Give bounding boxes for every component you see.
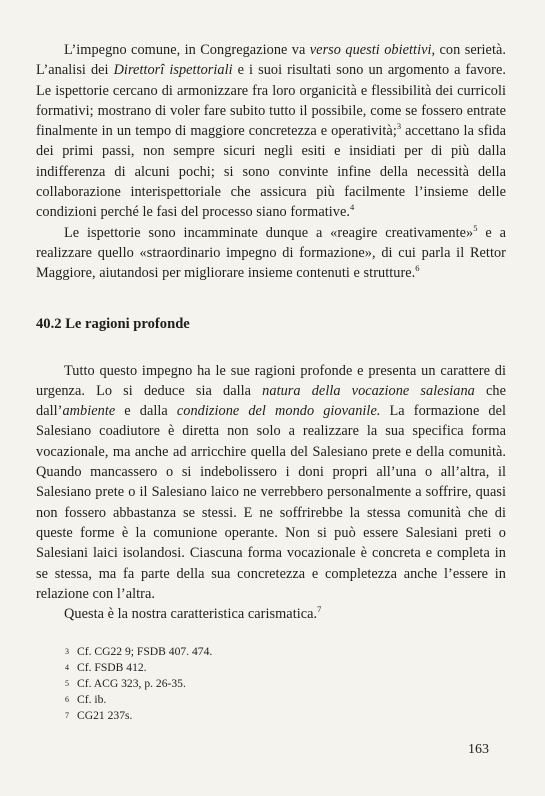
text-run: e i suoi risultati sono un argomento a favore. Le ispettorie cercano di armonizzare fra loro organicità e flessibilità dei curricoli formativi; mostrano di voler fare subito tutto il possibile, come se fossero entrate finalmente in un tempo di maggiore concretezza e operatività; [36, 62, 506, 140]
text-run: e a realizzare quello «straordinario impegno di formazione», di cui parla il Rettor Maggiore, aiutandosi per migliorare insieme contenuti e strutture. [36, 224, 506, 282]
footnote-ref: 7 [317, 604, 322, 615]
italic-run: ambiente [62, 403, 116, 420]
footnote [65, 660, 506, 676]
page-body [36, 40, 506, 723]
footnote-text: CG21 237s. [77, 708, 133, 722]
text-run: Tutto questo impegno ha le sue ragioni profonde e presenta un carattere di urgenza. Lo si deduce sia dalla [36, 362, 506, 399]
page-number: 163 [468, 742, 489, 757]
text-run: che dall’ [36, 382, 507, 420]
italic-run: condizione del mondo giovanile. [176, 403, 381, 420]
footnote [65, 692, 506, 708]
footnote-ref: 3 [396, 121, 402, 132]
footnote [65, 676, 506, 692]
footnote-number: 3 [65, 647, 69, 657]
footnote-number: 4 [65, 663, 69, 673]
footnote-text: Cf. FSDB 412. [77, 661, 147, 675]
footnote-text: Cf. CG22 9; FSDB 407. 474. [77, 645, 213, 659]
paragraph-4 [36, 604, 506, 624]
footnote-number: 5 [65, 679, 69, 689]
footnotes [36, 644, 506, 723]
text-run: Le ispettorie sono incamminate dunque a «reagire creativamente» [64, 224, 474, 241]
paragraph-1 [36, 40, 506, 223]
paragraph-3 [36, 361, 506, 605]
text-run: con serietà. L’analisi dei [36, 42, 506, 79]
footnote [65, 708, 506, 724]
italic-run: natura della vocazione salesiana [262, 382, 475, 399]
footnote-ref: 4 [350, 202, 355, 213]
section-heading: 40.2 Le ragioni profonde [36, 315, 190, 332]
footnote-text: Cf. ACG 323, p. 26-35. [77, 677, 186, 691]
footnote-ref: 6 [415, 263, 420, 274]
text-run: L’impegno comune, in Congregazione va [64, 42, 310, 58]
italic-run: Direttorî ispettoriali [113, 62, 233, 79]
text-run: La formazione del Salesiano coadiutore è diretta non solo a realizzare la sua specifica forma vocazionale, ma anche ad arricchire quella del Salesiano prete e della comunità. Quando mancassero o si indebolissero i doni propri all’una o all’altra, il Salesiano prete o il Salesiano laico ne verrebbero personalmente a soffrire, quasi non fossero abbastanza se stessi. E ne soffrirebbe la stessa comunità che di queste forme è la comunione operante. Non si può essere Salesiani preti o Salesiani laici isolandosi. Ciascuna forma vocazionale è concreta e completa in se stessa, ma fa parte della sua concretezza e completezza anche l’essere in relazione con l’altra. [36, 403, 507, 602]
footnote [65, 644, 506, 660]
text-run: Questa è la nostra caratteristica carismatica. [64, 606, 318, 623]
italic-run: verso questi obiettivi, [309, 42, 436, 58]
paragraph-2 [36, 223, 506, 284]
text-run: e dalla [115, 403, 177, 420]
footnote-text: Cf. ib. [77, 692, 107, 706]
text-run: accettano la sfida dei primi passi, non sempre sicuri negli esiti e insidiati per di più dalla indifferenza di alcuni pochi; si sono convinte infine della necessità della collaborazione interispettoriale che assicura più facilmente l’insieme delle condizioni perché le fasi del processo siano formative. [36, 123, 506, 221]
footnote-number: 7 [65, 710, 69, 720]
footnote-ref: 5 [473, 222, 478, 233]
footnote-number: 6 [65, 694, 69, 704]
